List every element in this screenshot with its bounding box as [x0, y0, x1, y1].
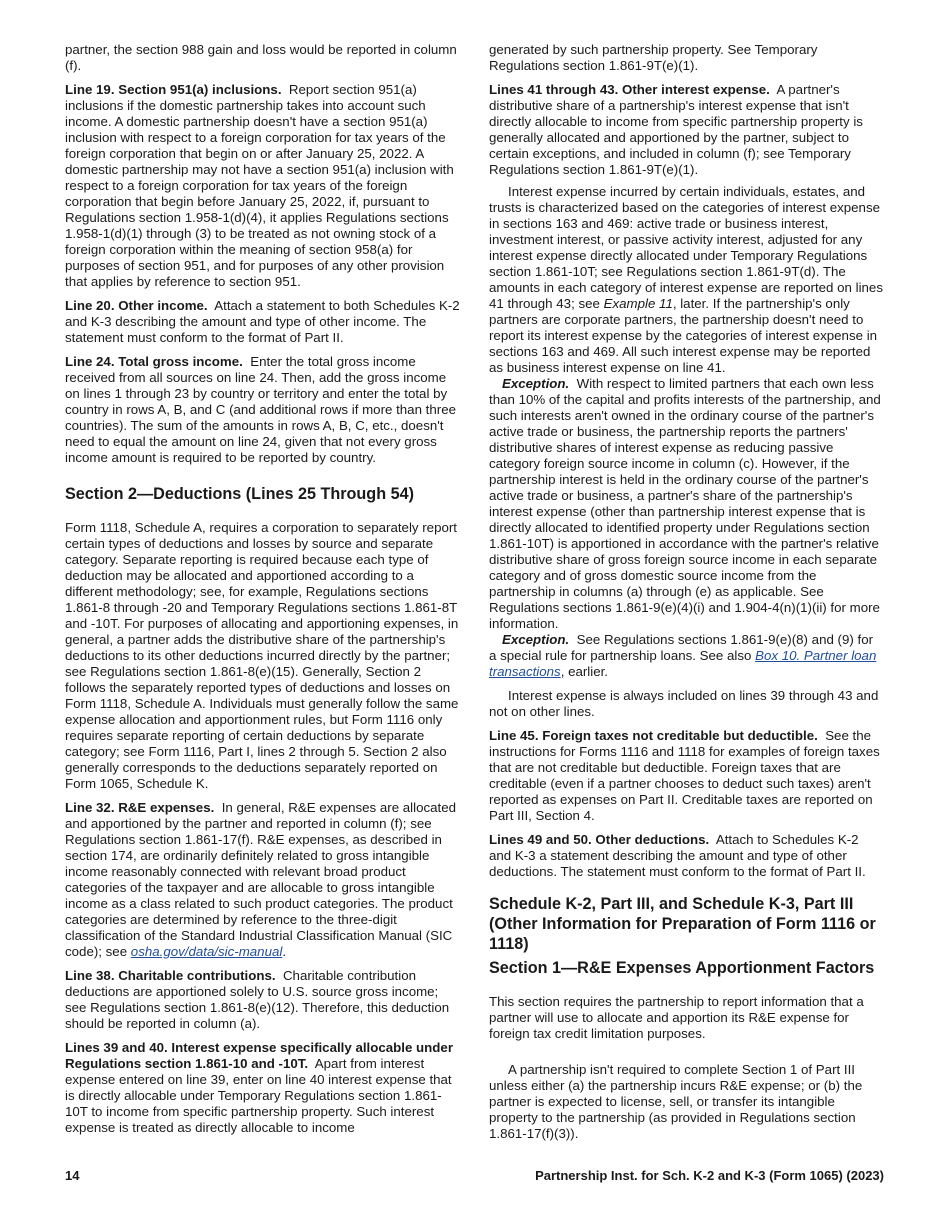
lines-49-50-paragraph: Lines 49 and 50. Other deductions. Attach to Schedules K-2 and K-3 a statement describing the amount and type of other deductions. The statement must conform to the format of Part II. [489, 832, 866, 879]
sic-manual-link[interactable]: osha.gov/data/sic-manual [130, 944, 283, 959]
line-32-paragraph: Line 32. R&E expenses. In general, R&E expenses are allocated and apportioned by the partner and reported in column (f); see Regulations section 1.861-17(f). R&E expenses, as described in section 174, are ordinarily definitely related to gross intangible income reasonably connected with relevant broad product categories of the taxpayer and are allocable to gross intangible income as a class related to such product categories. The product categories are determined by reference to the three-digit classification of the Standard Industrial Classification Manual (SIC code); see osha.gov/data/sic-manual. [65, 800, 457, 959]
line-20-heading: Line 20. Other income. [65, 298, 208, 313]
line-19-heading: Line 19. Section 951(a) inclusions. [65, 82, 282, 97]
section-2-intro: Form 1118, Schedule A, requires a corporation to separately report certain types of deductions and losses by source and separate category. Separate reporting is required because each type of deduction may be allocated and apportioned according to a different methodology; see, for example, Regulations sections 1.861-8 through -20 and Temporary Regulations sections 1.861-8T and -10T. For purposes of allocating and apportioning expenses, in general, a partner adds the distributive share of the partnership's deductions to its other deductions incurred directly by the partner; see Regulations section 1.861-8(e)(15). Generally, Section 2 follows the separately reported types of deductions and losses on Form 1118, Schedule A. Individuals must generally follow the same expense allocation and apportionment rules, but Form 1116 only requires separate reporting of certain deductions by separate category; see Form 1116, Part I, lines 2 through 5. Section 2 also generally corresponds to the deductions separately reported on Form 1065, Schedule K. [65, 520, 459, 791]
lines-41-43-heading: Lines 41 through 43. Other interest expense. [489, 82, 770, 97]
example-11-ref: Example 11 [603, 296, 673, 311]
exception-2-heading: Exception. [502, 632, 570, 647]
part-3-heading: Schedule K-2, Part III, and Schedule K-3, Part III (Other Information for Preparation of Form 1116 or 1118) [489, 895, 876, 953]
line-24-heading: Line 24. Total gross income. [65, 354, 243, 369]
line-45-paragraph: Line 45. Foreign taxes not creditable but deductible. See the instructions for Forms 1116 and 1118 for examples of foreign taxes that are not creditable but deductible. Foreign taxes that are creditable (even if a partner chooses to deduct such taxes) aren't reported as expenses on Part II. Creditable taxes are reported on Part III, Section 4. [489, 728, 880, 823]
exception-1-heading: Exception. [502, 376, 570, 391]
exception-2-paragraph: Exception. See Regulations sections 1.861-9(e)(8) and (9) for a special rule for partnership loans. See also Box 10. Partner loan transactions, earlier. [489, 632, 877, 679]
exception-1-paragraph: Exception. With respect to limited partners that each own less than 10% of the capital and profits interests of the partnership, and such interests aren't owned in the ordinary course of the partner's active trade or business, the partnership reports the partners' distributive shares of interest expense as reducing passive category foreign source income in column (c). However, if the partnership interest is held in the ordinary course of the partner's active trade or business, a partner's share of the partnership's interest expense (other than partnership interest expense that is directly allocated to identified property under Regulations section 1.861-10T) is apportioned in accordance with the partner's relative distributive share of gross foreign source income in each separate category and of gross domestic source income from the partnership in columns (a) through (e) as applicable. See Regulations sections 1.861-9(e)(4)(i) and 1.904-4(n)(1)(ii) for more information. [489, 376, 881, 631]
box-10-partner-loan-link[interactable]: Box 10. Partner loan transactions [489, 648, 877, 679]
lines-49-50-heading: Lines 49 and 50. Other deductions. [489, 832, 710, 847]
interest-always-paragraph: Interest expense is always included on lines 39 through 43 and not on other lines. [489, 688, 879, 719]
line-24-paragraph: Line 24. Total gross income. Enter the total gross income received from all sources on line 24. Then, add the gross income on lines 1 through 23 by country or territory and enter the total by country in rows A, B, and C (and additional rows if more than three countries). The sum of the amounts in rows A, B, C, etc., doesn't need to equal the amount on line 24, given that not every gross income amount is required to be reported by country. [65, 354, 456, 465]
interest-expense-paragraph: Interest expense incurred by certain individuals, estates, and trusts is characterized based on the categories of interest expense in sections 163 and 469: active trade or business interest, investment interest, or passive activity interest, adjusted for any interest expense directly allocated under Temporary Regulations section 1.861-10T; see Regulations section 1.861-9T(d). The amounts in each category of interest expense are reported on lines 41 through 43; see Example 11, later. If the partnership's only partners are corporate partners, the partnership doesn't need to report its interest expense by the categories of interest expense in sections 163 and 469. All such interest expense may be reported as business interest expense on line 41. [489, 184, 883, 375]
section-2-heading: Section 2—Deductions (Lines 25 Through 54) [65, 485, 414, 503]
line-38-heading: Line 38. Charitable contributions. [65, 968, 276, 983]
line-32-heading: Line 32. R&E expenses. [65, 800, 215, 815]
left-column [65, 42, 460, 1144]
continued-paragraph: generated by such partnership property. See Temporary Regulations section 1.861-9T(e)(1). [489, 42, 818, 73]
line-19-paragraph: Line 19. Section 951(a) inclusions. Report section 951(a) inclusions if the domestic partnership takes into account such income. A domestic partnership doesn't have a section 951(a) inclusion with respect to a foreign corporation for tax years of the foreign corporation that begin on or after January 25, 2022. A domestic partnership may not have a section 951(a) inclusion with respect to a foreign corporation for tax years of the foreign corporation that begin before January 25, 2022, if, pursuant to Regulations section 1.958-1(d)(4), it applies Regulations sections 1.958-1(d)(1) through (3) to be treated as not owning stock of a foreign corporation within the meaning of section 958(a) for purposes of section 951, and for purposes of any other provision that applies by reference to section 951. [65, 82, 454, 289]
footer-title: Partnership Inst. for Sch. K-2 and K-3 (Form 1065) (2023) [535, 1168, 884, 1183]
section-1-paragraph-1: This section requires the partnership to report information that a partner will use to allocate and apportion its R&E expense for foreign tax credit limitation purposes. [489, 994, 864, 1041]
continued-paragraph: partner, the section 988 gain and loss would be reported in column (f). [65, 42, 457, 73]
line-45-heading: Line 45. Foreign taxes not creditable but deductible. [489, 728, 818, 743]
right-column [489, 42, 884, 1150]
section-1-paragraph-2: A partnership isn't required to complete Section 1 of Part III unless either (a) the partnership incurs R&E expense; or (b) the partner is expected to license, sell, or transfer its intangible property to the partnership (as provided in Regulations section 1.861-17(f)(3)). [489, 1062, 863, 1141]
lines-39-40-heading: Lines 39 and 40. Interest expense specifically allocable under Regulations section 1.861-10 and -10T. [65, 1040, 453, 1071]
lines-39-40-paragraph: Lines 39 and 40. Interest expense specifically allocable under Regulations section 1.861-10 and -10T. Apart from interest expense entered on line 39, enter on line 40 interest expense that is directly allocable under Temporary Regulations section 1.861-10T to income from specific partnership property. Such interest expense is treated as directly allocable to income [65, 1040, 453, 1135]
lines-41-43-paragraph: Lines 41 through 43. Other interest expense. A partner's distributive share of a partnership's interest expense that isn't directly allocable to income from specific partnership property is generally allocated and apportioned by the partner, subject to certain exceptions, and included in column (f); see Temporary Regulations section 1.861-9T(e)(1). [489, 82, 863, 177]
line-38-paragraph: Line 38. Charitable contributions. Charitable contribution deductions are apportioned solely to U.S. source gross income; see Regulations section 1.861-8(e)(12). Therefore, this deduction should be reported in column (a). [65, 968, 450, 1031]
page-number: 14 [65, 1168, 80, 1183]
section-1-heading: Section 1—R&E Expenses Apportionment Factors [489, 959, 875, 977]
line-20-paragraph: Line 20. Other income. Attach a statement to both Schedules K-2 and K-3 describing the amount and type of other income. The statement must conform to the format of Part II. [65, 298, 460, 345]
